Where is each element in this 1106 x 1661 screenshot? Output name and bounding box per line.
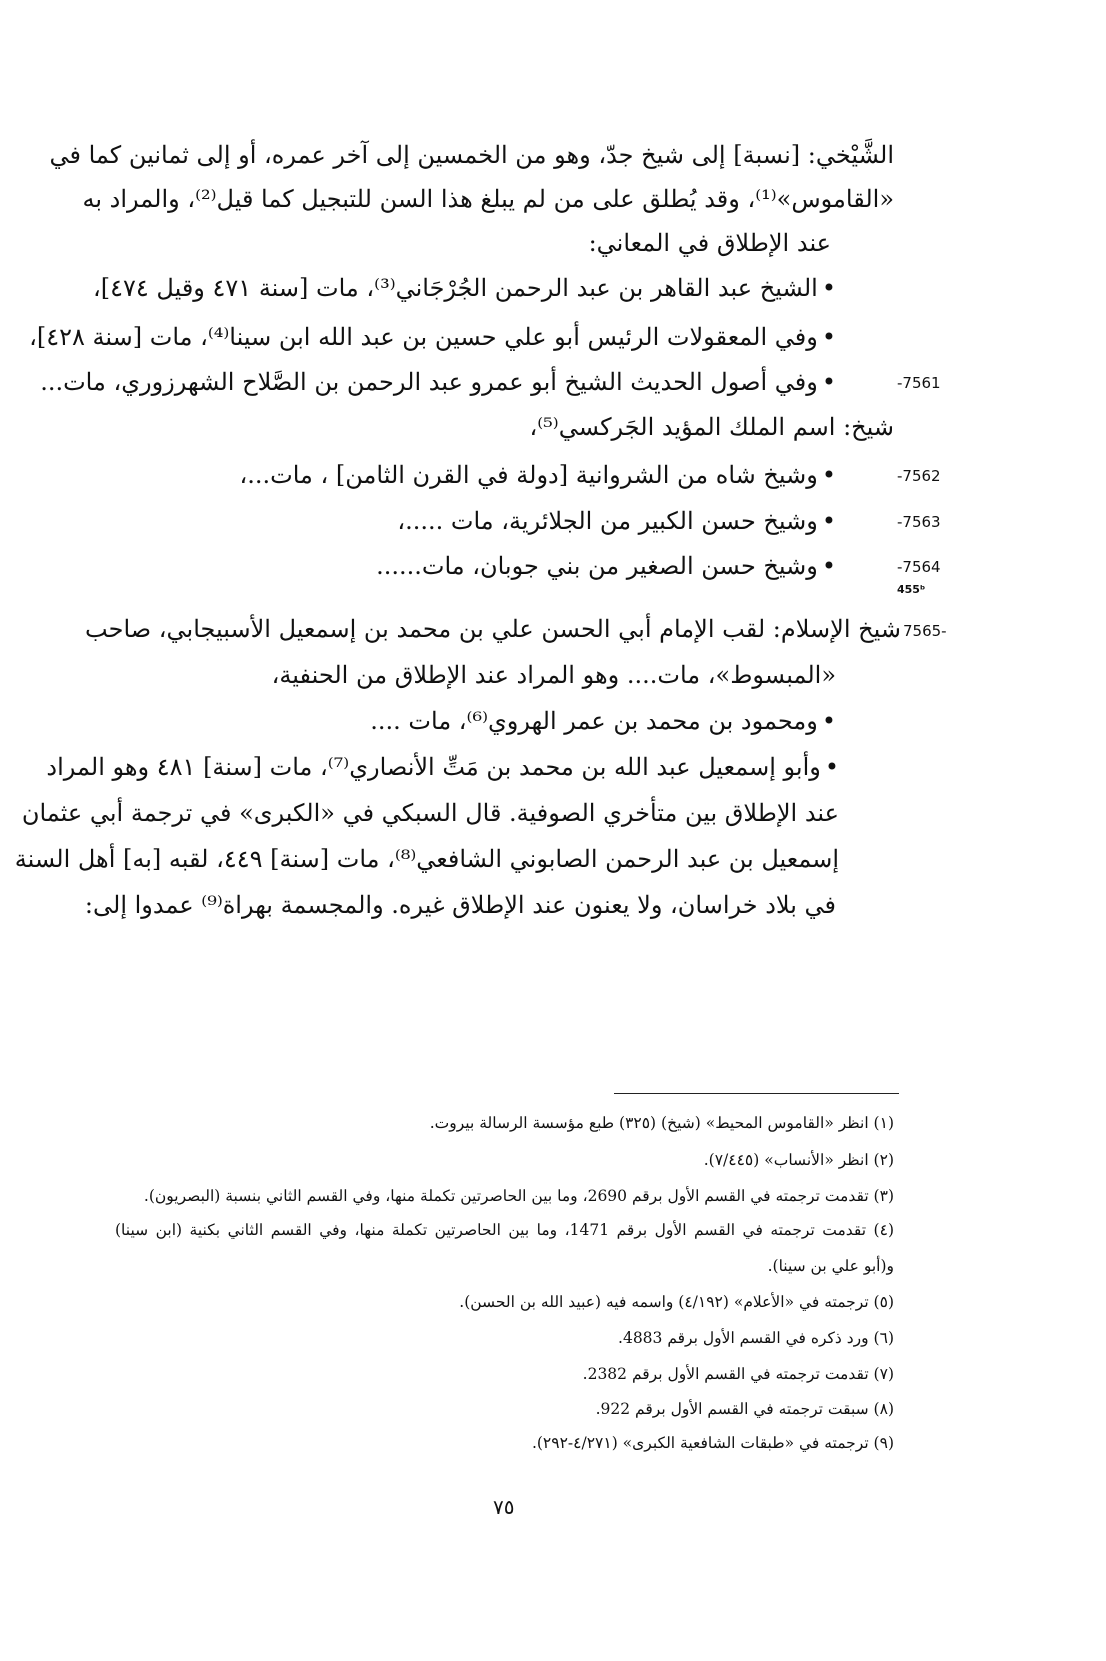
footnote: (٣) تقدمت ترجمته في القسم الأول برقم 2690، وما بين الحاصرتين تكملة منها، وفي القسم الثاني بنسبة (البصريون). <box>143 1187 894 1205</box>
footnote: (٤) تقدمت ترجمته في القسم الأول برقم 1471، وما بين الحاصرتين تكملة منها، وفي القسم الثاني بكنية (ابن سينا) <box>115 1221 894 1239</box>
footnote-divider <box>614 1093 899 1094</box>
text-line: إسمعيل بن عبد الرحمن الصابوني الشافعي⁽⁸⁾، مات [سنة] ٤٤٩، لقبه [به] أهل السنة <box>14 845 839 873</box>
list-item: • وأبو إسمعيل عبد الله بن محمد بن مَتِّ الأنصاري⁽⁷⁾، مات [سنة] ٤٨١ وهو المراد <box>120 750 839 784</box>
text-line: «القاموس»⁽¹⁾، وقد يُطلق على من لم يبلغ هذا السن للتبجيل كما قيل⁽²⁾، والمراد به <box>82 185 894 213</box>
list-item: • وشيخ حسن الكبير من الجلائرية، مات .....، <box>397 504 836 538</box>
entry-number: -7562 <box>897 467 941 485</box>
entry-number: -7561 <box>897 374 941 392</box>
footnote: (٢) انظر «الأنساب» (٧/٤٤٥). <box>703 1151 894 1169</box>
footnote: (٥) ترجمته في «الأعلام» (٤/١٩٢) واسمه فيه (عبيد الله بن الحسن). <box>459 1293 894 1311</box>
list-item: • وفي أصول الحديث الشيخ أبو عمرو عبد الرحمن بن الصَّلاح الشهرزوري، مات... <box>40 365 836 399</box>
entry-heading: شيخ الإسلام: لقب الإمام أبي الحسن علي بن محمد بن إسمعيل الأسبيجابي، صاحب <box>85 615 901 643</box>
list-item: • وشيخ حسن الصغير من بني جوبان، مات...... <box>376 549 836 583</box>
list-item: • ومحمود بن محمد بن عمر الهروي⁽⁶⁾، مات .... <box>370 704 836 738</box>
entry-heading: شيخ: اسم الملك المؤيد الجَركسي⁽⁵⁾، <box>529 413 894 441</box>
text-line: عند الإطلاق بين متأخري الصوفية. قال السبكي في «الكبرى» في ترجمة أبي عثمان <box>21 799 839 827</box>
footnote: (٧) تقدمت ترجمته في القسم الأول برقم 2382. <box>582 1365 894 1383</box>
footnote: (٦) ورد ذكره في القسم الأول برقم 4883. <box>618 1329 894 1347</box>
entry-number: -7563 <box>897 513 941 531</box>
entry-number: 7565- <box>903 622 947 640</box>
folio-marker: 455ᵇ <box>897 583 926 596</box>
entry-number: -7564 <box>897 558 941 576</box>
page-number: ٧٥ <box>493 1495 515 1519</box>
footnote: (٩) ترجمته في «طبقات الشافعية الكبرى» (٤/٢٧١-٢٩٢). <box>531 1434 894 1452</box>
text-line: «المبسوط»، مات.... وهو المراد عند الإطلاق من الحنفية، <box>271 661 836 689</box>
footnote-continuation: و(أبو علي بن سينا). <box>767 1257 894 1275</box>
text-line: الشَّيْخي: [نسبة] إلى شيخ جدّ، وهو من الخمسين إلى آخر عمره، أو إلى ثمانين كما في <box>49 141 894 169</box>
text-line: في بلاد خراسان، ولا يعنون عند الإطلاق غيره. والمجسمة بهراة⁽⁹⁾ عمدوا إلى: <box>84 891 836 919</box>
list-item: • الشيخ عبد القاهر بن عبد الرحمن الجُرْجَاني⁽³⁾، مات [سنة ٤٧١ وقيل ٤٧٤]، <box>93 271 836 305</box>
list-item: • وشيخ شاه من الشروانية [دولة في القرن الثامن] ، مات...، <box>240 458 837 492</box>
footnote: (١) انظر «القاموس المحيط» (شيخ) (٣٢٥) طبع مؤسسة الرسالة بيروت. <box>429 1114 894 1132</box>
text-line: عند الإطلاق في المعاني: <box>588 229 831 257</box>
footnote: (٨) سبقت ترجمته في القسم الأول برقم 922. <box>595 1400 894 1418</box>
list-item: • وفي المعقولات الرئيس أبو علي حسين بن عبد الله ابن سينا⁽⁴⁾، مات [سنة ٤٢٨]، <box>29 320 836 354</box>
